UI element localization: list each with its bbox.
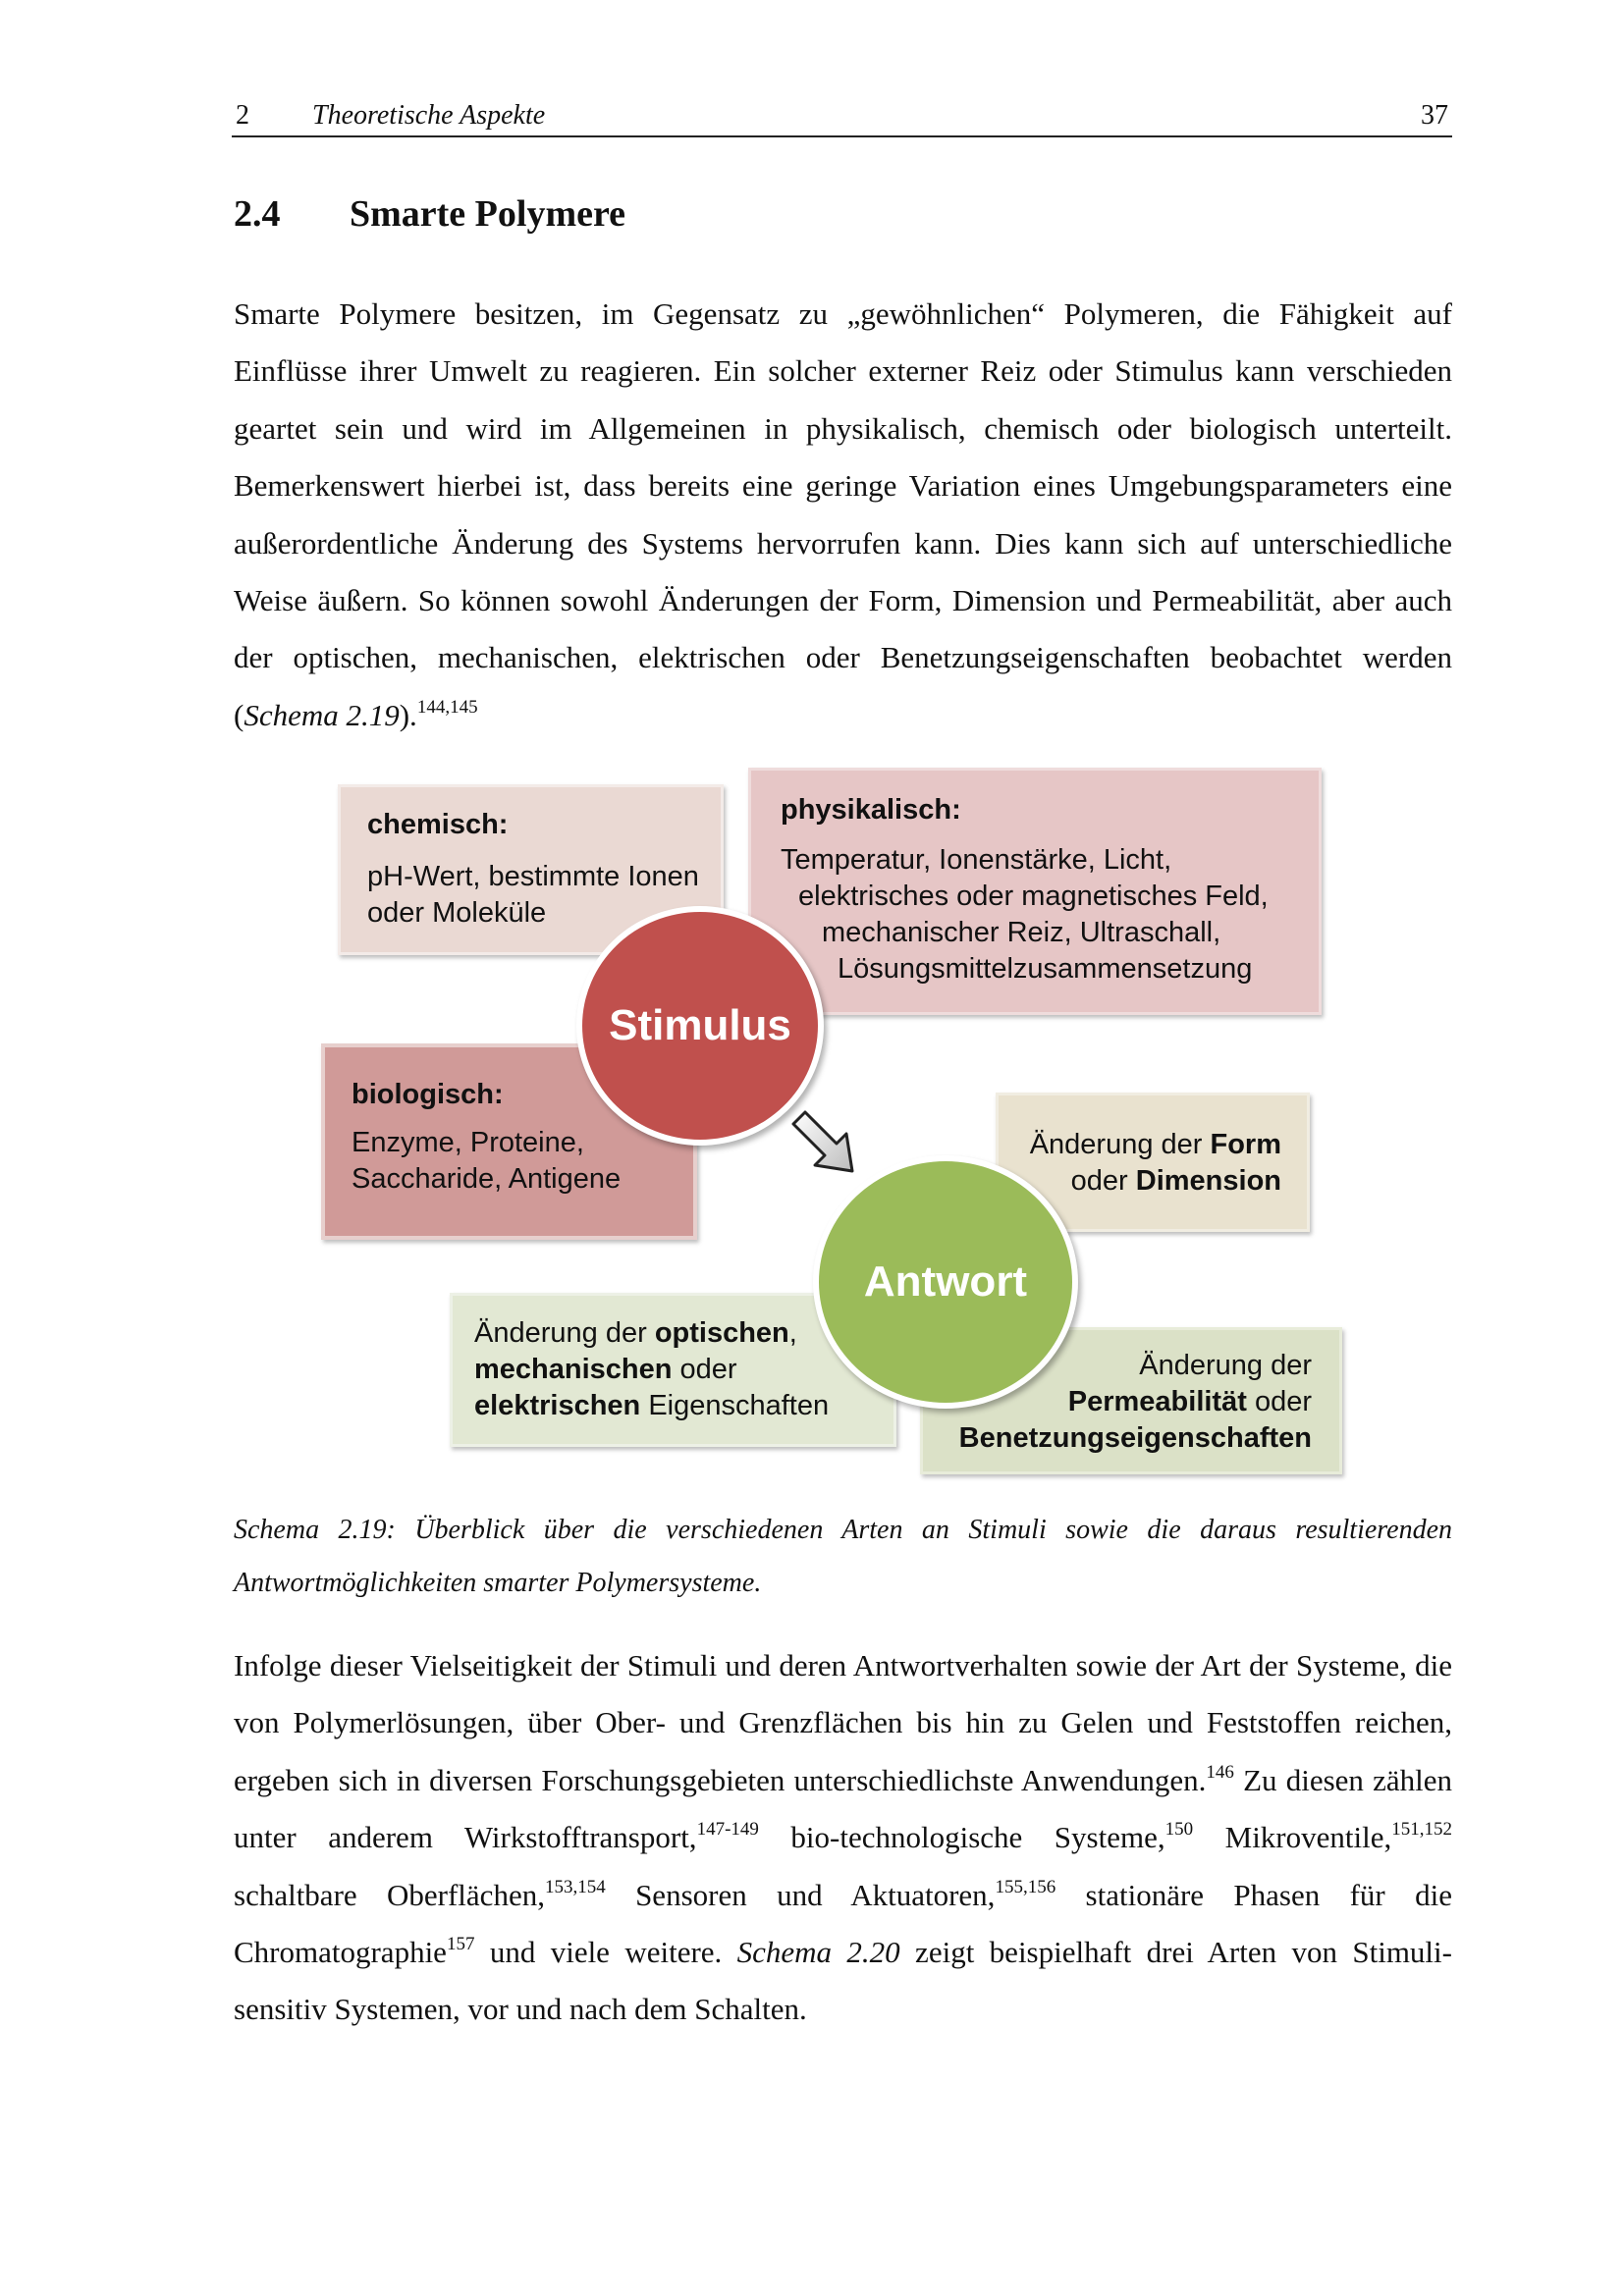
- arrow-down-right-icon: [785, 1104, 864, 1183]
- response-label: Antwort: [863, 1257, 1028, 1306]
- stimulus-label: Stimulus: [609, 1001, 791, 1049]
- citation: 150: [1164, 1819, 1194, 1841]
- stimulus-physical-box: [748, 768, 1322, 1015]
- section-number: 2.4: [234, 193, 281, 235]
- citation: 147-149: [696, 1819, 759, 1841]
- para2-s3: bio-technologische Systeme,: [758, 1820, 1165, 1855]
- citation: 153,154: [544, 1876, 606, 1897]
- form-prefix-2: oder: [1070, 1165, 1136, 1197]
- form-prefix: Änderung der: [1029, 1129, 1211, 1160]
- dimension-keyword: Dimension: [1135, 1165, 1281, 1197]
- page-number: 37: [1421, 100, 1448, 131]
- optical-prefix: Änderung der: [474, 1317, 655, 1349]
- citation: 146: [1206, 1761, 1234, 1783]
- figure-caption: Schema 2.19: Überblick über die verschiedenen Arten an Stimuli sowie die daraus resultierenden Antwortmöglichkeiten smarter Polymersysteme.: [234, 1515, 1452, 1598]
- chemical-line-1: pH-Wert, bestimmte Ionen: [367, 861, 699, 892]
- running-header: [232, 96, 1452, 137]
- para2-s7: stationäre Phasen für die Chromatographie: [234, 1877, 1452, 1970]
- para2-s2: Zu diesen zählen unter anderem Wirkstofftransport,: [234, 1762, 1452, 1855]
- section-heading: [234, 192, 625, 236]
- optical-keyword: optischen: [654, 1317, 789, 1349]
- chemical-heading: chemisch:: [367, 809, 509, 840]
- electrical-suffix: Eigenschaften: [640, 1390, 830, 1421]
- citation: 144,145: [416, 696, 478, 718]
- permeability-line-1: Änderung der: [1139, 1350, 1312, 1381]
- para2-s4: Mikroventile,: [1193, 1820, 1392, 1855]
- mechanical-suffix: oder: [672, 1354, 737, 1385]
- physical-line-1: Temperatur, Ionenstärke, Licht,: [781, 844, 1172, 876]
- header-chapter-number: 2: [236, 100, 249, 131]
- schema-reference: Schema 2.20: [736, 1935, 900, 1970]
- physical-line-2: elektrisches oder magnetisches Feld,: [798, 881, 1269, 912]
- citation: 155,156: [995, 1876, 1056, 1897]
- citation: 151,152: [1391, 1819, 1452, 1841]
- wetting-keyword: Benetzungseigenschaften: [958, 1422, 1312, 1454]
- mechanical-keyword: mechanischen: [474, 1354, 673, 1385]
- para2-s5: schaltbare Oberflächen,: [234, 1877, 545, 1912]
- biological-heading: biologisch:: [352, 1079, 504, 1110]
- header-chapter-title: Theoretische Aspekte: [312, 100, 546, 131]
- permeability-keyword: Permeabilität: [1067, 1386, 1247, 1417]
- form-keyword: Form: [1210, 1129, 1281, 1160]
- paragraph-intro: [234, 286, 1452, 744]
- permeability-suffix: oder: [1246, 1386, 1312, 1417]
- electrical-keyword: elektrischen: [474, 1390, 641, 1421]
- para2-s1: Infolge dieser Vielseitigkeit der Stimuli und deren Antwortverhalten sowie der Art der Systeme, die von Polymerlösungen, über Ober- und Grenzflächen bis hin zu Gelen und Feststoffen reichen, ergeben sich in diversen Forschungsgebieten unterschiedlichste Anwendungen.: [234, 1648, 1452, 1797]
- para2-s6: Sensoren und Aktuatoren,: [605, 1877, 996, 1912]
- para2-s9: zeigt beispielhaft drei Arten von Stimuli-sensitiv Systemen, vor und nach dem Schalten.: [234, 1935, 1452, 2027]
- schema-reference: Schema 2.19: [244, 697, 400, 732]
- optical-comma: ,: [788, 1317, 797, 1349]
- para1-end: ).: [399, 697, 417, 732]
- para2-s8: und viele weitere.: [474, 1935, 737, 1970]
- section-title: Smarte Polymere: [350, 193, 626, 235]
- chemical-line-2: oder Moleküle: [367, 897, 547, 929]
- biological-line-2: Saccharide, Antigene: [352, 1163, 622, 1195]
- citation: 157: [446, 1934, 475, 1955]
- response-circle: [813, 1155, 1078, 1409]
- paragraph-applications: [234, 1637, 1452, 2039]
- physical-line-4: Lösungsmittelzusammensetzung: [838, 953, 1253, 985]
- physical-line-3: mechanischer Reiz, Ultraschall,: [822, 917, 1221, 948]
- para1-text: Smarte Polymere besitzen, im Gegensatz zu „gewöhnlichen“ Polymeren, die Fähigkeit auf Einflüsse ihrer Umwelt zu reagieren. Ein solcher externer Reiz oder Stimulus kann verschieden geartet sein und wird im Allgemeinen in physikalisch, chemisch oder biologisch unterteilt. Bemerkenswert hierbei ist, dass bereits eine geringe Variation eines Umgebungsparameters eine außerordentliche Änderung des Systems hervorrufen kann. Dies kann sich auf unterschiedliche Weise äußern. So können sowohl Änderungen der Form, Dimension und Permeabilität, aber auch der optischen, mechanischen, elektrischen oder Benetzungseigenschaften beobachtet werden (: [234, 296, 1452, 732]
- biological-line-1: Enzyme, Proteine,: [352, 1127, 584, 1158]
- physical-heading: physikalisch:: [781, 794, 961, 826]
